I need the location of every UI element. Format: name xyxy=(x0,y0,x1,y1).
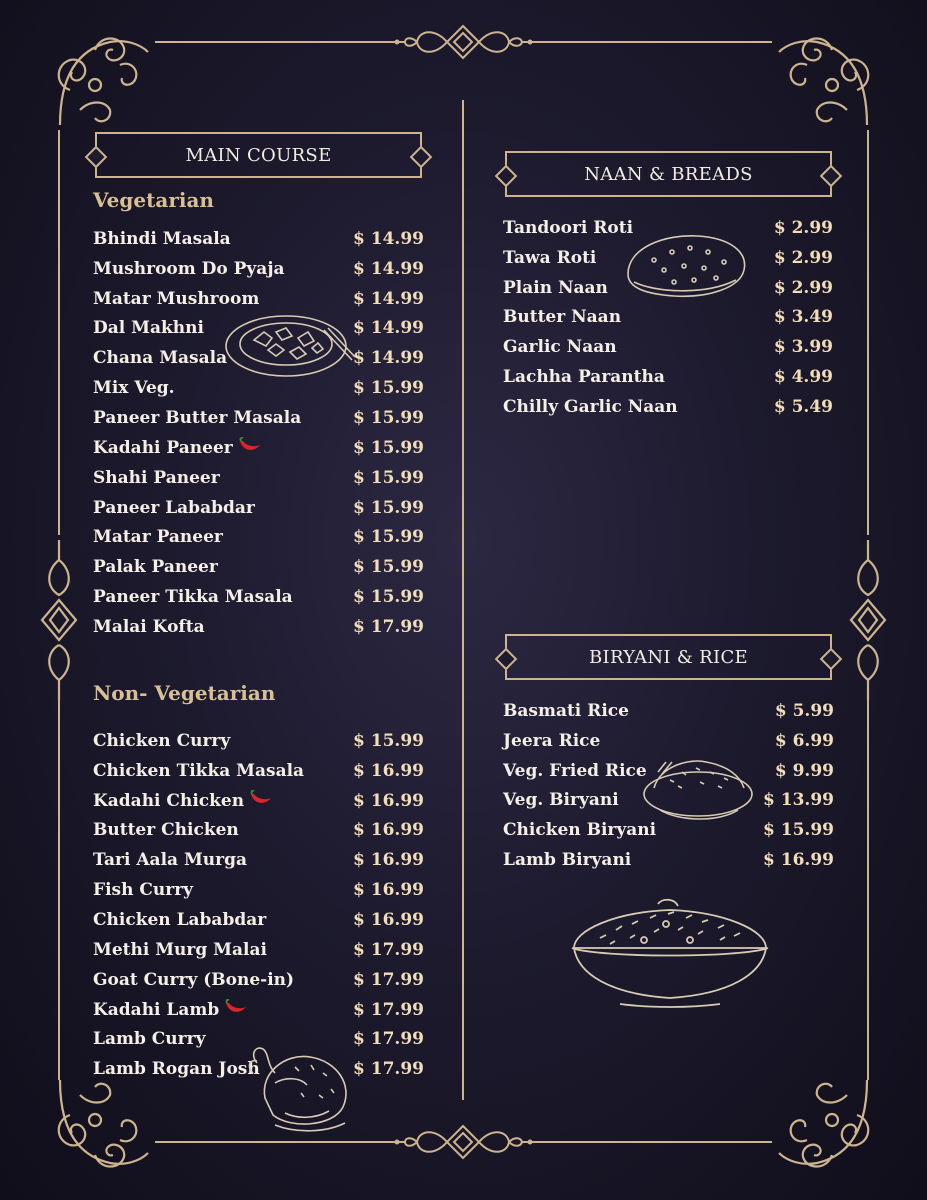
naan-bread-illustration xyxy=(624,230,752,302)
menu-item-name: Fish Curry xyxy=(93,880,194,901)
menu-item xyxy=(93,254,424,284)
menu-item-name: Chana Masala xyxy=(93,348,228,369)
menu-item-price: $ 17.99 xyxy=(353,969,424,990)
menu-item-price: $ 2.99 xyxy=(773,247,833,268)
menu-item-name-wrap xyxy=(93,348,227,368)
menu-item xyxy=(93,433,424,463)
menu-item-price: $ 15.99 xyxy=(353,467,424,488)
menu-item-price: $ 14.99 xyxy=(353,318,424,339)
menu-item-price: $ 16.99 xyxy=(763,850,834,871)
menu-item-price: $ 17.99 xyxy=(353,999,424,1020)
menu-item-price: $ 15.99 xyxy=(763,820,834,841)
menu-item-price: $ 2.99 xyxy=(773,217,833,238)
menu-item-name-wrap xyxy=(93,527,223,547)
right-border xyxy=(867,700,869,1080)
menu-item-name: Chicken Tikka Masala xyxy=(93,760,305,781)
menu-item-name-wrap xyxy=(93,557,218,577)
menu-item-price: $ 15.99 xyxy=(353,527,424,548)
menu-item-name-wrap xyxy=(503,731,600,751)
menu-item-price: $ 15.99 xyxy=(353,437,424,458)
menu-item-name: Palak Paneer xyxy=(93,557,218,578)
chili-pepper-icon xyxy=(223,1001,249,1019)
menu-item-name: Matar Paneer xyxy=(93,527,223,548)
menu-item-name-wrap xyxy=(93,617,205,637)
menu-item xyxy=(503,332,833,362)
menu-item xyxy=(503,303,833,333)
menu-item-name: Lamb Curry xyxy=(93,1029,206,1050)
menu-item-price: $ 16.99 xyxy=(353,790,424,811)
menu-item-name: Kadahi Lamb xyxy=(93,1000,220,1021)
menu-item-name: Garlic Naan xyxy=(503,337,617,358)
menu-item-name: Plain Naan xyxy=(503,277,608,298)
menu-item-price: $ 17.99 xyxy=(353,1029,424,1050)
menu-item-name-wrap xyxy=(503,820,656,840)
menu-item-name-wrap xyxy=(93,498,255,518)
menu-item-price: $ 16.99 xyxy=(353,760,424,781)
menu-item-name-wrap xyxy=(503,701,629,721)
curry-bowl-illustration xyxy=(224,310,356,380)
menu-item xyxy=(93,403,424,433)
menu-item-price: $ 16.99 xyxy=(353,880,424,901)
menu-item-name: Tawa Roti xyxy=(503,247,597,268)
menu-item-name-wrap xyxy=(503,397,678,417)
menu-item-name: Malai Kofta xyxy=(93,616,205,637)
bottom-border xyxy=(155,1141,375,1143)
menu-item-name-wrap xyxy=(93,731,230,751)
menu-item-name: Lamb Rogan Josh xyxy=(93,1059,260,1080)
menu-item-name-wrap xyxy=(503,367,665,387)
menu-item-name: Chilly Garlic Naan xyxy=(503,396,678,417)
side-ornament-right xyxy=(847,540,889,700)
column-divider xyxy=(462,100,464,1100)
menu-item-name-wrap xyxy=(93,378,175,398)
menu-item-name-wrap xyxy=(503,337,617,357)
corner-ornament-bottom-right xyxy=(772,1070,877,1175)
menu-item-name: Kadahi Chicken xyxy=(93,791,245,812)
menu-item-name-wrap xyxy=(93,880,193,900)
menu-item-name: Goat Curry (Bone-in) xyxy=(93,969,295,990)
left-border xyxy=(58,700,60,1080)
naan-breads-header xyxy=(505,151,832,197)
menu-item-name: Chicken Biryani xyxy=(503,820,657,841)
menu-item-price: $ 17.99 xyxy=(353,616,424,637)
menu-item-price: $ 4.99 xyxy=(773,367,833,388)
menu-item-price: $ 6.99 xyxy=(774,730,834,751)
menu-item xyxy=(93,493,424,523)
menu-item-price: $ 13.99 xyxy=(763,790,834,811)
menu-item xyxy=(93,875,424,905)
menu-item-price: $ 14.99 xyxy=(353,288,424,309)
menu-item-price: $ 14.99 xyxy=(353,258,424,279)
menu-item-name: Tari Aala Murga xyxy=(93,850,248,871)
menu-item-name-wrap xyxy=(93,761,304,781)
top-border xyxy=(155,41,375,43)
menu-item-name: Basmati Rice xyxy=(503,700,629,721)
menu-item-name: Butter Naan xyxy=(503,307,622,328)
menu-item-name-wrap xyxy=(93,910,266,930)
menu-item-price: $ 3.99 xyxy=(773,337,833,358)
menu-item-name-wrap xyxy=(93,790,274,811)
menu-item-name-wrap xyxy=(93,408,301,428)
biryani-rice-header xyxy=(505,634,832,680)
menu-item-price: $ 15.99 xyxy=(353,557,424,578)
corner-ornament-bottom-left xyxy=(50,1070,155,1175)
menu-item xyxy=(93,905,424,935)
menu-item-name-wrap xyxy=(503,218,633,238)
menu-item-name-wrap xyxy=(93,1059,260,1079)
menu-item xyxy=(93,786,424,816)
menu-item xyxy=(503,696,834,726)
menu-item xyxy=(93,995,424,1025)
menu-item-price: $ 15.99 xyxy=(353,587,424,608)
menu-item-price: $ 15.99 xyxy=(353,730,424,751)
chili-pepper-icon xyxy=(248,792,274,810)
menu-item xyxy=(93,522,424,552)
menu-item-price: $ 17.99 xyxy=(353,939,424,960)
menu-item-price: $ 5.99 xyxy=(774,700,834,721)
menu-item-name: Paneer Tikka Masala xyxy=(93,587,293,608)
menu-item-name: Tandoori Roti xyxy=(503,217,634,238)
biryani-rice-title: BIRYANI & RICE xyxy=(589,646,748,668)
menu-item-name: Lamb Biryani xyxy=(503,850,632,871)
menu-item-name: Methi Murg Malai xyxy=(93,939,267,960)
menu-item-price: $ 14.99 xyxy=(353,228,424,249)
vegetarian-title: Vegetarian xyxy=(93,188,214,212)
right-border xyxy=(867,130,869,535)
menu-item xyxy=(93,965,424,995)
menu-item-name-wrap xyxy=(93,820,239,840)
menu-item xyxy=(93,845,424,875)
menu-item-name-wrap xyxy=(93,318,204,338)
menu-item xyxy=(503,362,833,392)
roast-chicken-illustration xyxy=(245,1043,360,1135)
menu-item xyxy=(93,582,424,612)
menu-item-name-wrap xyxy=(93,289,259,309)
menu-item-price: $ 3.49 xyxy=(773,307,833,328)
menu-item-price: $ 15.99 xyxy=(353,497,424,518)
menu-item xyxy=(93,935,424,965)
menu-item xyxy=(93,612,424,642)
menu-item xyxy=(93,816,424,846)
menu-item-name-wrap xyxy=(93,850,247,870)
menu-item-name: Mix Veg. xyxy=(93,378,175,399)
menu-item-name-wrap xyxy=(503,790,619,810)
bottom-center-ornament xyxy=(375,1122,552,1162)
menu-item-price: $ 9.99 xyxy=(774,760,834,781)
naan-breads-title: NAAN & BREADS xyxy=(584,163,753,185)
rice-plate-illustration xyxy=(640,752,756,824)
menu-item-name-wrap xyxy=(93,468,220,488)
menu-item xyxy=(93,726,424,756)
menu-item-name: Shahi Paneer xyxy=(93,467,220,488)
menu-item-name: Lachha Parantha xyxy=(503,367,665,388)
menu-item-name-wrap xyxy=(503,850,631,870)
menu-item-name-wrap xyxy=(93,229,231,249)
menu-item-price: $ 15.99 xyxy=(353,407,424,428)
menu-item-price: $ 16.99 xyxy=(353,820,424,841)
menu-item-name-wrap xyxy=(503,278,608,298)
menu-item-name: Veg. Fried Rice xyxy=(503,760,647,781)
menu-item-name-wrap xyxy=(93,259,285,279)
menu-item-name: Matar Mushroom xyxy=(93,288,260,309)
menu-item-price: $ 14.99 xyxy=(353,348,424,369)
menu-item-name: Butter Chicken xyxy=(93,820,239,841)
menu-item-name-wrap xyxy=(503,248,596,268)
menu-item-price: $ 16.99 xyxy=(353,850,424,871)
menu-item-name-wrap xyxy=(93,437,263,458)
menu-item-name-wrap xyxy=(93,999,249,1020)
menu-item-price: $ 5.49 xyxy=(773,396,833,417)
menu-item-name-wrap xyxy=(93,587,293,607)
chili-pepper-icon xyxy=(237,439,263,457)
menu-item-name: Jeera Rice xyxy=(503,730,601,751)
menu-item-name-wrap xyxy=(93,1029,205,1049)
main-course-header xyxy=(95,132,422,178)
menu-item xyxy=(503,392,833,422)
menu-item-name: Mushroom Do Pyaja xyxy=(93,258,285,279)
menu-item xyxy=(93,756,424,786)
top-border xyxy=(552,41,772,43)
menu-item xyxy=(503,845,834,875)
non-vegetarian-list xyxy=(93,726,424,1084)
menu-item-name: Bhindi Masala xyxy=(93,228,231,249)
menu-item-name: Veg. Biryani xyxy=(503,790,619,811)
menu-item-name-wrap xyxy=(93,970,294,990)
menu-item-name: Chicken Curry xyxy=(93,730,231,751)
main-course-title: MAIN COURSE xyxy=(185,144,332,166)
menu-item-name: Dal Makhni xyxy=(93,318,204,339)
menu-item-name: Paneer Butter Masala xyxy=(93,407,302,428)
bottom-border xyxy=(552,1141,772,1143)
non-vegetarian-title: Non- Vegetarian xyxy=(93,681,276,705)
menu-item-price: $ 16.99 xyxy=(353,909,424,930)
menu-item xyxy=(93,552,424,582)
corner-ornament-top-right xyxy=(772,30,877,135)
menu-item xyxy=(93,224,424,254)
menu-item-name-wrap xyxy=(503,307,621,327)
menu-item xyxy=(93,463,424,493)
biryani-bowl-illustration xyxy=(570,898,770,1008)
menu-item-price: $ 2.99 xyxy=(773,277,833,298)
corner-ornament-top-left xyxy=(50,30,155,135)
top-center-ornament xyxy=(375,22,552,62)
menu-item-name: Chicken Lababdar xyxy=(93,909,267,930)
menu-item-name: Kadahi Paneer xyxy=(93,438,233,459)
menu-item-name-wrap xyxy=(93,940,267,960)
side-ornament-left xyxy=(38,540,80,700)
menu-item-price: $ 15.99 xyxy=(353,378,424,399)
left-border xyxy=(58,130,60,535)
menu-item-price: $ 17.99 xyxy=(353,1059,424,1080)
vegetarian-list xyxy=(93,224,424,642)
menu-item-name-wrap xyxy=(503,761,647,781)
menu-item-name: Paneer Lababdar xyxy=(93,497,255,518)
